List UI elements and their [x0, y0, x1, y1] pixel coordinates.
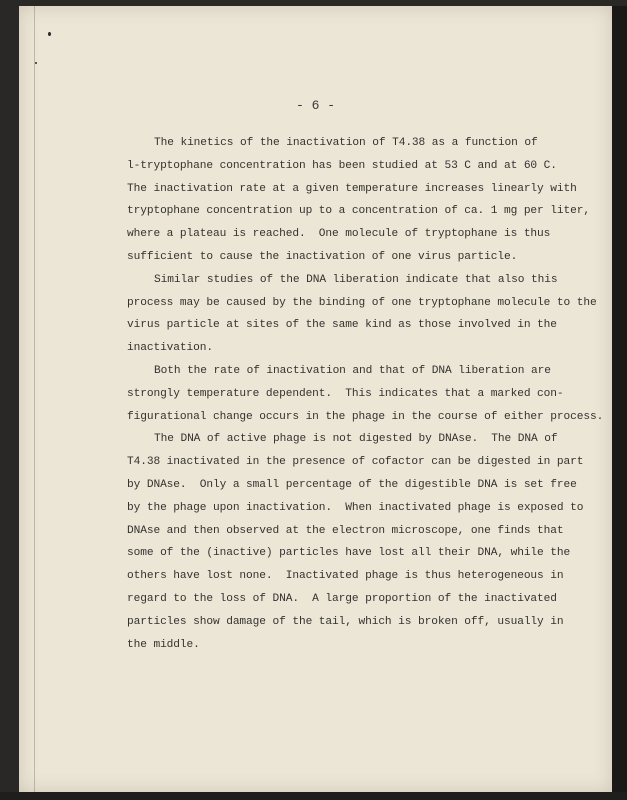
text-line: by the phage upon inactivation. When inactivated phage is exposed to [127, 501, 584, 514]
text-line: by DNAse. Only a small percentage of the digestible DNA is set free [127, 478, 577, 491]
paper-edge-line [34, 6, 35, 792]
ink-speck [48, 32, 51, 36]
paragraph [127, 428, 584, 656]
text-line: where a plateau is reached. One molecule of tryptophane is thus [127, 228, 551, 241]
text-line: The DNA of active phage is not digested by DNAse. The DNA of [154, 433, 558, 446]
text-line: strongly temperature dependent. This indicates that a marked con- [127, 387, 564, 400]
text-line: Similar studies of the DNA liberation indicate that also this [154, 273, 558, 286]
bottom-border-shadow [0, 792, 627, 800]
text-line: regard to the loss of DNA. A large proportion of the inactivated [127, 592, 557, 605]
text-line: figurational change occurs in the phage in the course of either process. [127, 410, 604, 423]
text-line: virus particle at sites of the same kind as those involved in the [127, 319, 557, 332]
text-line: process may be caused by the binding of one tryptophane molecule to the [127, 296, 597, 309]
text-line: particles show damage of the tail, which is broken off, usually in [127, 615, 564, 628]
ink-speck [35, 62, 37, 64]
text-line: sufficient to cause the inactivation of one virus particle. [127, 250, 518, 263]
text-line: the middle. [127, 638, 200, 651]
paragraph [127, 132, 590, 269]
text-line: The kinetics of the inactivation of T4.38 as a function of [154, 137, 538, 149]
text-line: others have lost none. Inactivated phage is thus heterogeneous in [127, 570, 564, 583]
text-line: tryptophane concentration up to a concentration of ca. 1 mg per liter, [127, 205, 590, 218]
text-line: inactivation. [127, 342, 213, 355]
text-line: T4.38 inactivated in the presence of cofactor can be digested in part [127, 456, 584, 469]
body-text [127, 132, 604, 656]
right-border-shadow [612, 6, 627, 800]
text-line: some of the (inactive) particles have lost all their DNA, while the [127, 547, 571, 560]
paragraph [127, 360, 604, 428]
text-line: l-tryptophane concentration has been studied at 53 C and at 60 C. [127, 159, 557, 172]
text-line: DNAse and then observed at the electron microscope, one finds that [127, 524, 564, 537]
page-number: - 6 - [296, 98, 336, 113]
paragraph [127, 269, 597, 360]
text-line: The inactivation rate at a given temperature increases linearly with [127, 182, 577, 195]
text-line: Both the rate of inactivation and that of DNA liberation are [154, 364, 551, 377]
